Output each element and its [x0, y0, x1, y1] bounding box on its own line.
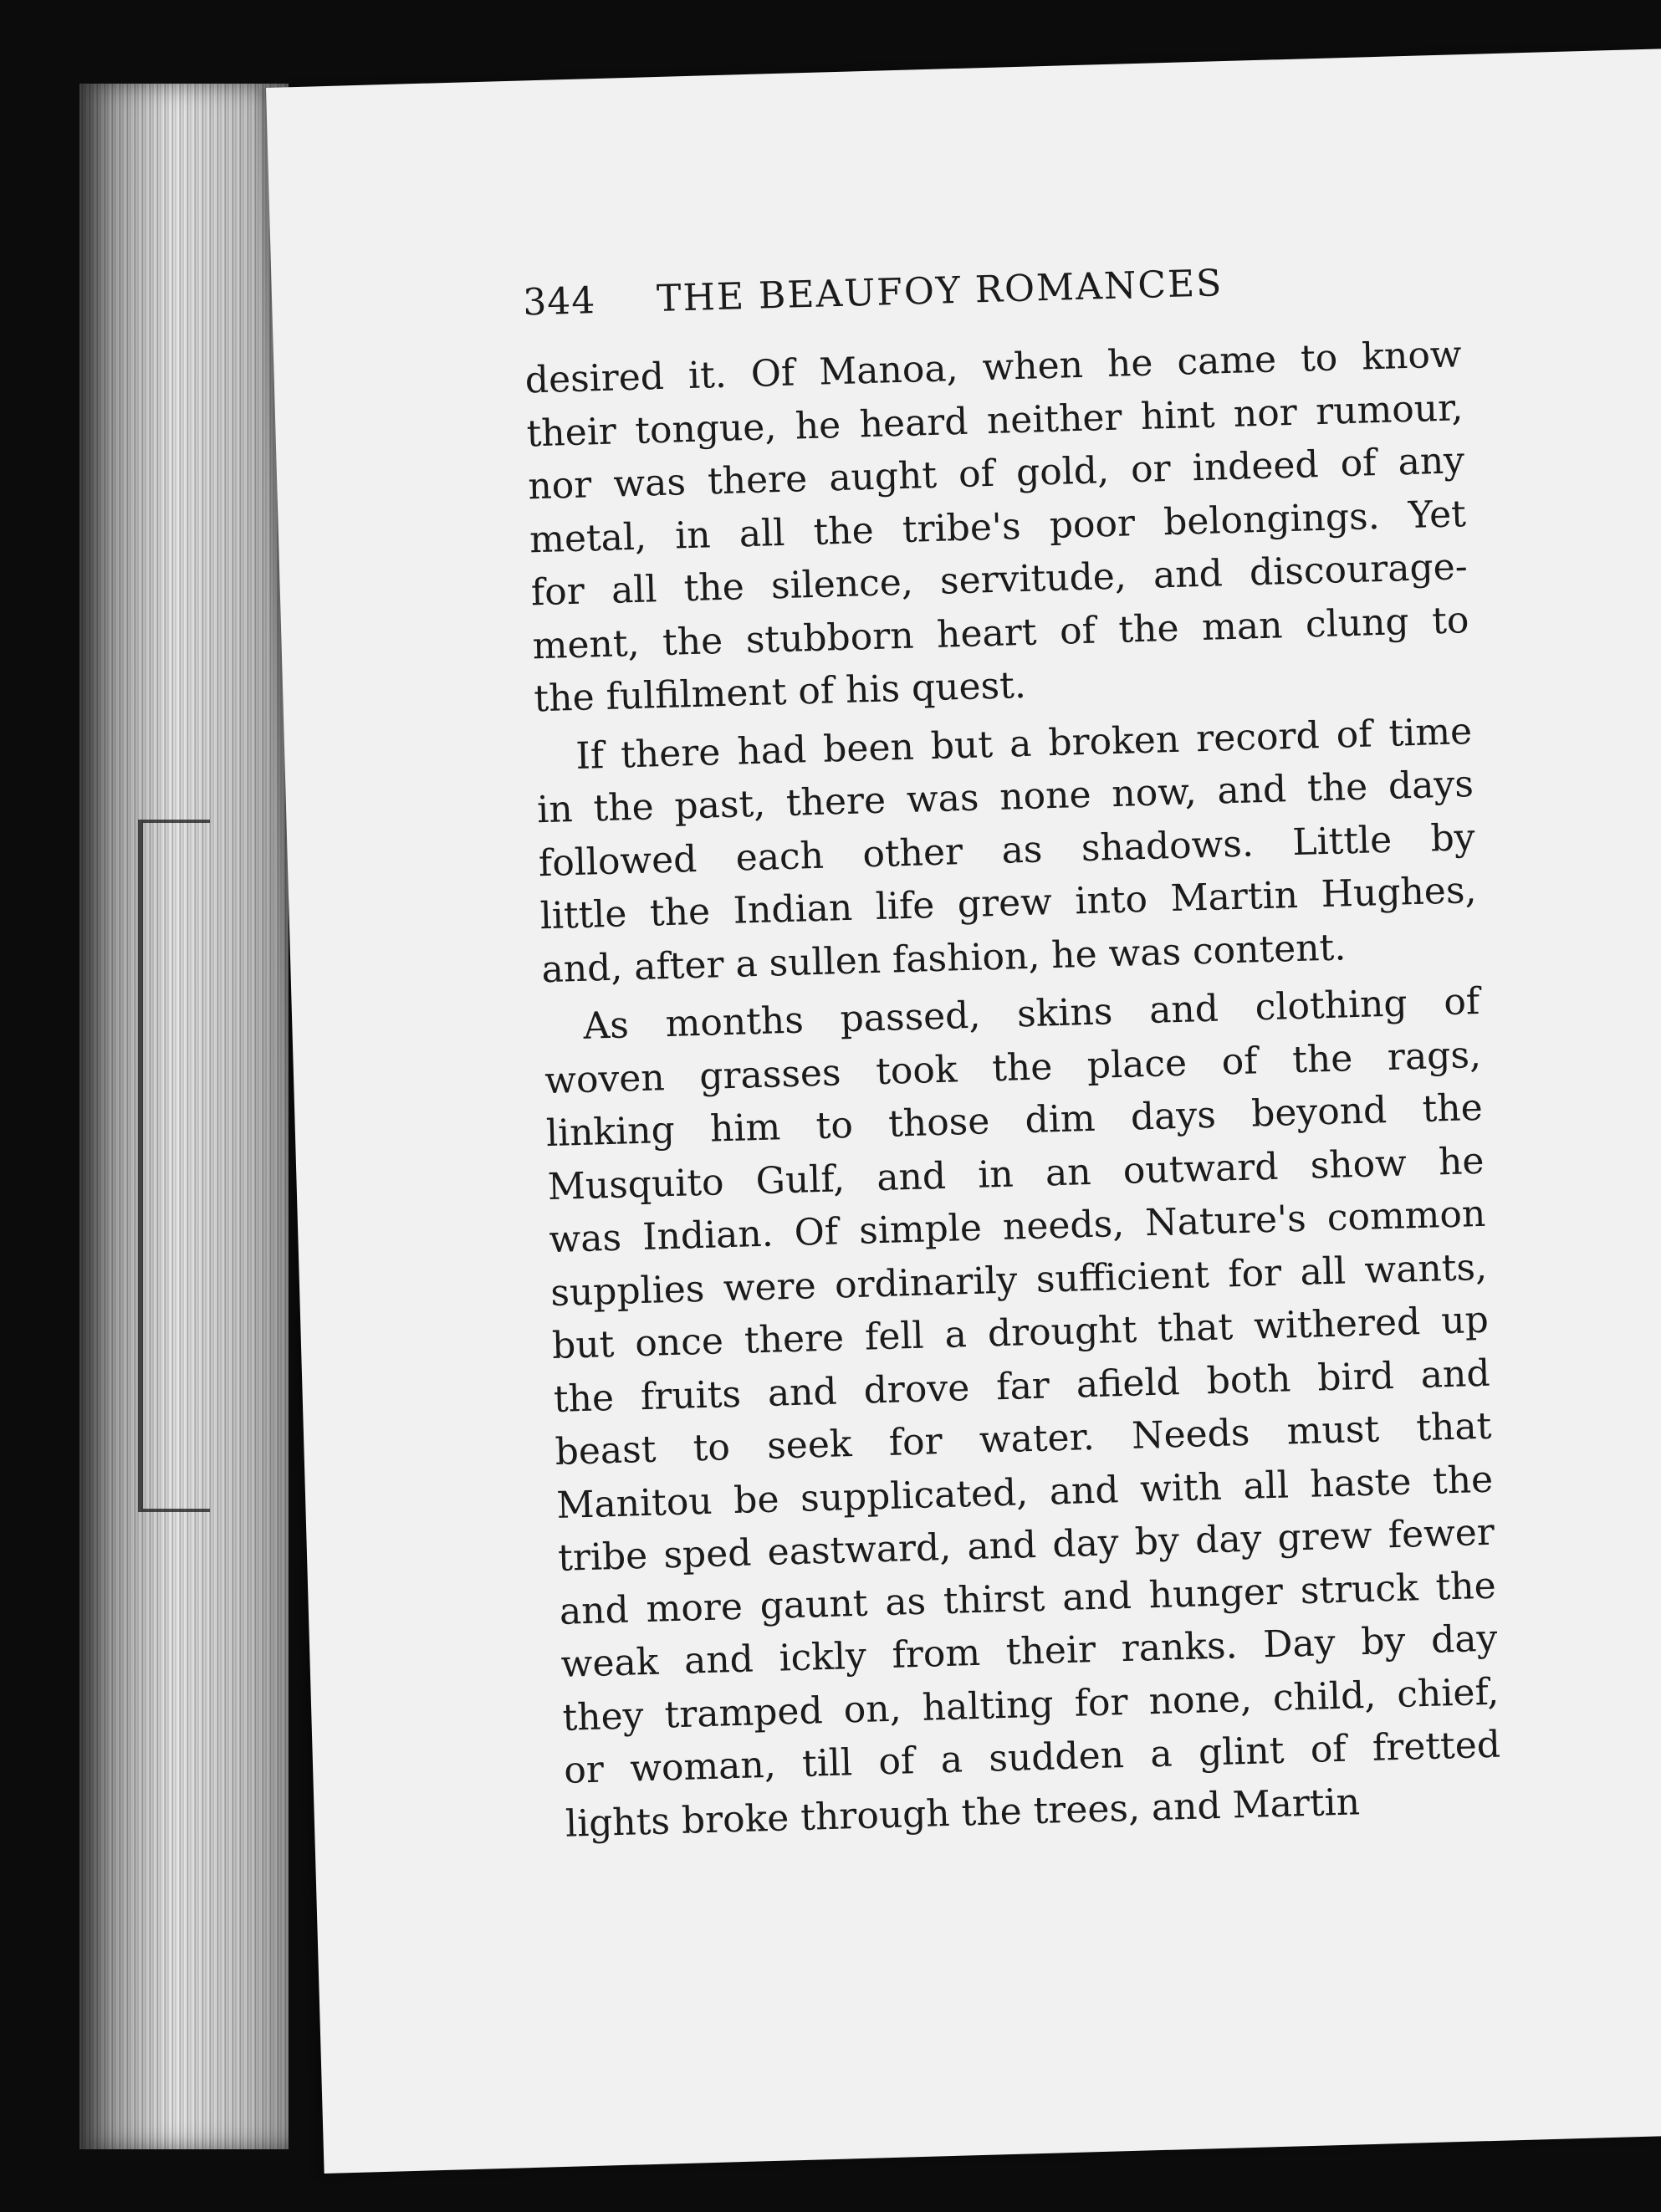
text-line: followed each other as shadows. Little by: [538, 815, 1476, 885]
text-line: nor was there aught of gold, or indeed of any: [527, 439, 1465, 508]
text-line: desired it. Of Manoa, when he came to know: [524, 333, 1463, 402]
text-line: woven grasses took the place of the rags,: [544, 1033, 1482, 1102]
text-line: supplies were ordinarily sufficient for all wants,: [549, 1245, 1488, 1315]
text-line: Musquito Gulf, and in an outward show he: [547, 1139, 1485, 1208]
text-line: beast to seek for water. Needs must that: [554, 1404, 1492, 1474]
text-line: metal, in all the tribe's poor belongings. Yet: [529, 492, 1467, 561]
text-line: lights broke through the trees, and Martin: [565, 1780, 1361, 1846]
text-line: If there had been but a broken record of time: [575, 709, 1473, 778]
text-line: the fruits and drove far afield both bird and: [553, 1351, 1491, 1421]
body-text: [524, 328, 1503, 1851]
paragraph: [535, 705, 1479, 997]
paragraph: [524, 328, 1471, 726]
text-line: little the Indian life grew into Martin Hughes,: [539, 868, 1478, 938]
page-number: 344: [522, 279, 596, 324]
text-line: the fulfilment of his quest.: [533, 663, 1027, 721]
page-edge-bookmark-mark: [138, 820, 210, 1512]
text-line: Manitou be supplicated, and with all haste the: [555, 1458, 1494, 1527]
text-line: but once there fell a drought that withered up: [551, 1298, 1490, 1368]
text-line: or woman, till of a sudden a glint of fretted: [563, 1723, 1501, 1792]
running-head: THE BEAUFOY ROMANCES: [656, 262, 1224, 321]
text-line: tribe sped eastward, and day by day grew fewer: [557, 1510, 1495, 1580]
text-line: ment, the stubborn heart of the man clung to: [532, 598, 1470, 667]
text-line: weak and ickly from their ranks. Day by day: [560, 1617, 1499, 1686]
text-line: and more gaunt as thirst and hunger struck the: [559, 1564, 1497, 1633]
text-line: linking him to those dim days beyond the: [545, 1086, 1484, 1156]
paragraph: [543, 975, 1503, 1851]
text-line: in the past, there was none now, and the days: [536, 763, 1474, 832]
text-line: and, after a sullen fashion, he was content.: [540, 925, 1347, 991]
book-page: [266, 49, 1661, 2174]
page-text-block: [523, 255, 1503, 1856]
text-line: was Indian. Of simple needs, Nature's common: [548, 1192, 1486, 1262]
page-header: [523, 255, 1460, 324]
text-line: they tramped on, halting for none, child, chief,: [561, 1670, 1500, 1739]
text-line: for all the silence, servitude, and discourage-: [530, 545, 1469, 615]
text-line: their tongue, he heard neither hint nor rumour,: [525, 386, 1464, 455]
text-line: As months passed, skins and clothing of: [582, 979, 1480, 1048]
